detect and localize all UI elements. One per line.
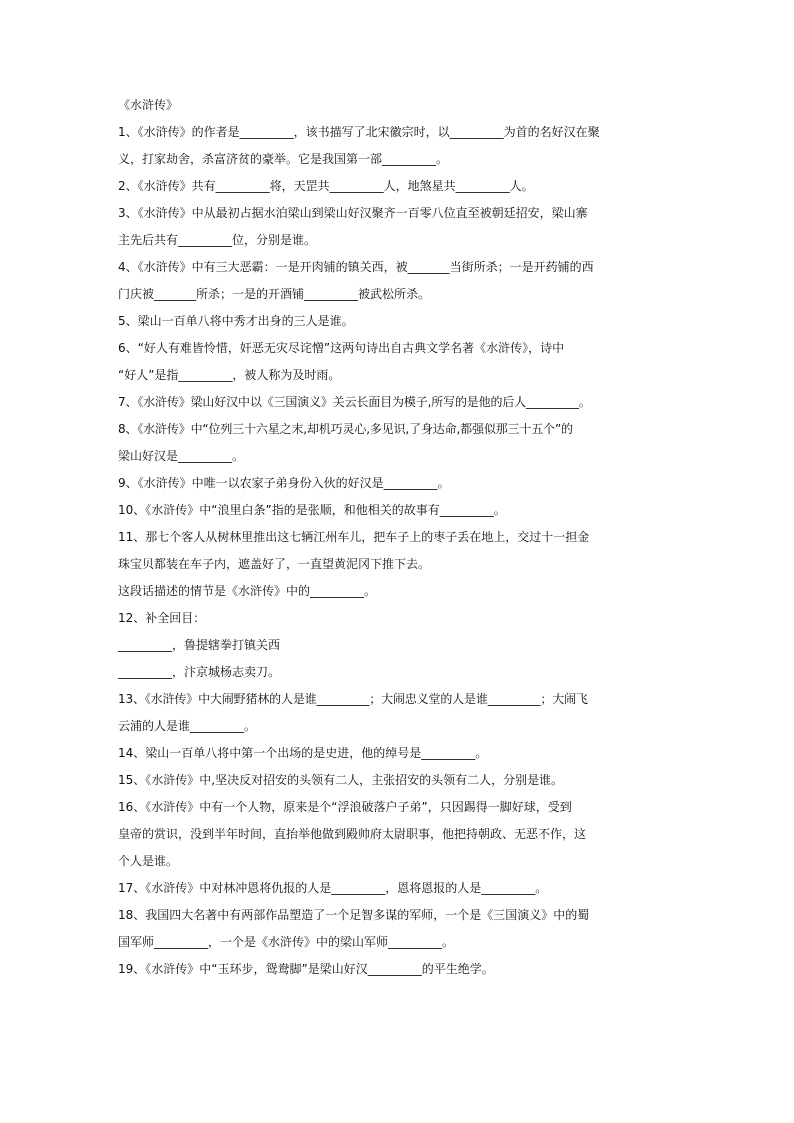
question-8-line-2: 梁山好汉是_________。	[118, 449, 245, 463]
question-2: 2、《水浒传》共有_________将，天罡共_________人，地煞星共_________人。	[118, 179, 534, 193]
question-8-line-1: 8、《水浒传》中“位列三十六星之末,却机巧灵心,多见识,了身达命,都强似那三十五个”的	[118, 422, 573, 436]
question-11-line-3: 这段话描述的情节是《水浒传》中的_________。	[118, 584, 377, 598]
question-6-line-1: 6、“好人有难皆怜惜，奸恶无灾尽诧憎”这两句诗出自古典文学名著《水浒传》，诗中	[118, 341, 565, 355]
question-12-answer-2: _________，汴京城杨志卖刀。	[118, 665, 281, 679]
question-18-line-2: 国军师_________，一个是《水浒传》中的梁山军师_________。	[118, 935, 455, 949]
question-13-line-2: 云浦的人是谁_________。	[118, 719, 257, 733]
question-5: 5、梁山一百单八将中秀才出身的三人是谁。	[118, 314, 354, 328]
question-6-line-2: “好人”是指_________，被人称为及时雨。	[118, 368, 341, 382]
question-16-line-1: 16、《水浒传》中有一个人物，原来是个“浮浪破落户子弟”，只因踢得一脚好球，受到	[118, 800, 572, 814]
question-1-line-2: 义，打家劫舍，杀富济贫的豪举。它是我国第一部_________。	[118, 152, 449, 166]
question-15: 15、《水浒传》中,坚决反对招安的头领有二人，主张招安的头领有二人，分别是谁。	[118, 773, 564, 787]
question-4-line-1: 4、《水浒传》中有三大恶霸：一是开肉铺的镇关西，被_______当街所杀；一是开药铺的西	[118, 260, 594, 274]
question-17: 17、《水浒传》中对林冲恩将仇报的人是_________，恩将恩报的人是_________。	[118, 881, 548, 895]
question-7: 7、《水浒传》梁山好汉中以《三国演义》关云长面目为模子,所写的是他的后人_________。	[118, 395, 591, 409]
question-12-answer-1: _________，鲁提辖拳打镇关西	[118, 638, 281, 652]
question-1-line-1: 1、《水浒传》的作者是_________，该书描写了北宋徽宗时，以_________为首的名好汉在聚	[118, 125, 600, 139]
document-body	[118, 95, 678, 986]
question-12: 12、补全回目：	[118, 611, 206, 625]
question-9: 9、《水浒传》中唯一以农家子弟身份入伙的好汉是_________。	[118, 476, 450, 490]
question-3-line-1: 3、《水浒传》中从最初占据水泊梁山到梁山好汉聚齐一百零八位直至被朝廷招安，梁山寨	[118, 206, 588, 220]
question-11-line-2: 珠宝贝都装在车子内，遮盖好了，一直望黄泥冈下推下去。	[118, 557, 431, 571]
question-13-line-1: 13、《水浒传》中大闹野猪林的人是谁_________；大闹忠义堂的人是谁_________；大闹飞	[118, 692, 588, 706]
question-18-line-1: 18、我国四大名著中有两部作品塑造了一个足智多谋的军师，一个是《三国演义》中的蜀	[118, 908, 590, 922]
document-title: 《水浒传》	[118, 98, 179, 112]
question-16-line-2: 皇帝的赏识，没到半年时间，直抬举他做到殿帅府太尉职事，他把持朝政、无恶不作，这	[118, 827, 587, 841]
question-11-line-1: 11、那七个客人从树林里推出这七辆江州车儿，把车子上的枣子丢在地上，交过十一担金	[118, 530, 590, 544]
question-19: 19、《水浒传》中“玉环步，鸳鸯脚”是梁山好汉_________的平生绝学。	[118, 962, 494, 976]
question-10: 10、《水浒传》中“浪里白条”指的是张顺，和他相关的故事有_________。	[118, 503, 506, 517]
question-16-line-3: 个人是谁。	[118, 854, 179, 868]
question-3-line-2: 主先后共有_________位，分别是谁。	[118, 233, 317, 247]
question-4-line-2: 门庆被_______所杀；一是的开酒铺_________被武松所杀。	[118, 287, 431, 301]
question-14: 14、梁山一百单八将中第一个出场的是史进，他的绰号是_________。	[118, 746, 488, 760]
